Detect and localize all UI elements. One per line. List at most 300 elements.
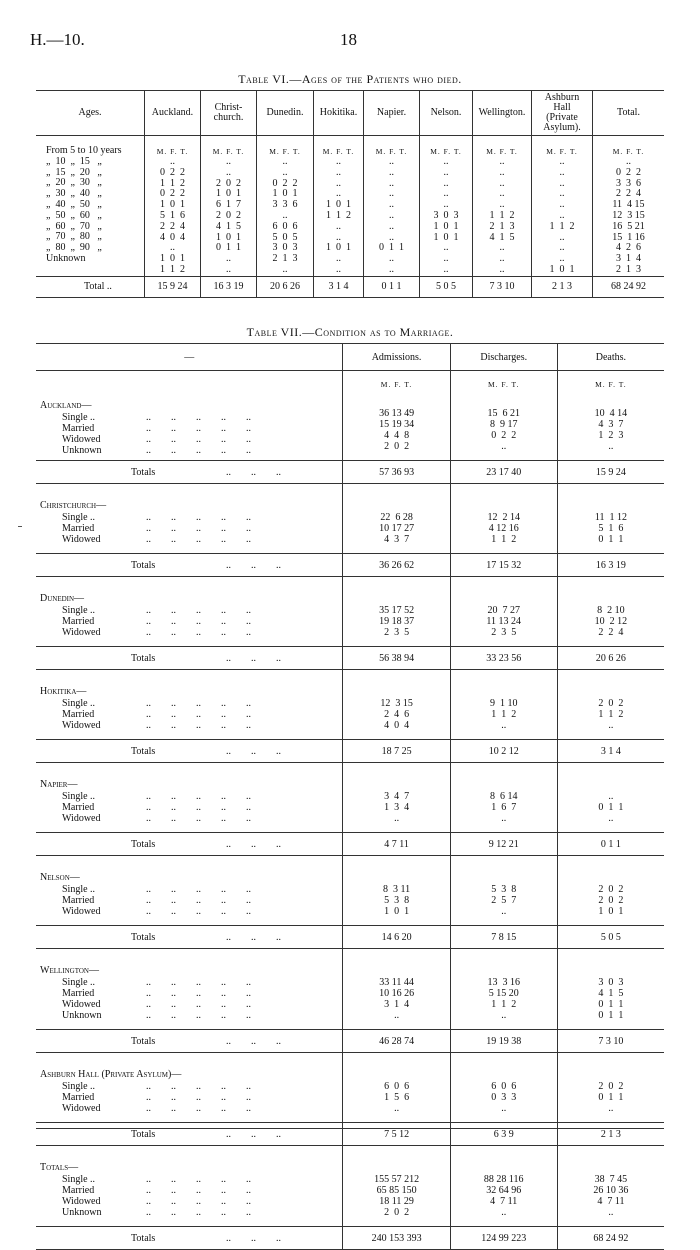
t7-cell: 1 2 3 bbox=[598, 430, 624, 441]
t6-cell: 2 1 3 bbox=[616, 263, 641, 275]
t6-cell: 1 1 2 bbox=[549, 220, 575, 232]
t7-cell: 8 2 10 bbox=[597, 605, 625, 616]
t6-mft-subheader: M. F. T. bbox=[430, 147, 462, 156]
t7-cell: 2 3 5 bbox=[491, 627, 517, 638]
t6-cell: .. bbox=[443, 188, 449, 200]
t7-totals-cell: 14 6 20 bbox=[343, 926, 450, 949]
t7-row-label-text: Unknown bbox=[62, 445, 102, 456]
t7-totals-cell: 4 7 11 bbox=[343, 833, 450, 856]
t7-row-label-text: Married bbox=[62, 895, 95, 906]
t7-leader-dots: .. .. .. .. .. bbox=[146, 445, 251, 456]
table7-body bbox=[36, 371, 664, 1250]
t7-gap-cell bbox=[343, 484, 450, 501]
t7-totals-row bbox=[36, 740, 664, 763]
t7-row-label bbox=[36, 616, 342, 627]
t7-cell: .. bbox=[608, 813, 614, 824]
t7-cell: 8 3 11 bbox=[382, 884, 411, 895]
t7-cell: .. bbox=[608, 791, 614, 802]
t6-col-ashburn-hall: Ashburn Hall (Private Asylum). bbox=[532, 91, 593, 136]
t6-total-total: 68 24 92 bbox=[593, 276, 665, 297]
t7-cell: 33 11 44 bbox=[379, 977, 414, 988]
t7-spacer bbox=[451, 779, 557, 791]
t7-cell: .. bbox=[608, 441, 614, 452]
t7-totals-cell: 124 99 223 bbox=[450, 1227, 557, 1250]
t7-spacer bbox=[343, 1069, 449, 1081]
t7-row-label-text: Married bbox=[62, 616, 95, 627]
t7-cell: 2 2 4 bbox=[598, 627, 624, 638]
t6-age-row: „ 40 „ 50 „ bbox=[46, 198, 102, 210]
t7-spacer bbox=[451, 686, 557, 698]
t6-cell: 0 1 1 bbox=[216, 242, 241, 254]
t7-spacer bbox=[558, 593, 664, 605]
t7-adm-cells bbox=[343, 396, 450, 461]
t7-cell: .. bbox=[501, 1207, 507, 1218]
t6-age-row: „ 50 „ 60 „ bbox=[46, 209, 102, 221]
t7-adm-cells bbox=[343, 965, 450, 1030]
t7-cell: 2 4 6 bbox=[384, 709, 410, 720]
t7-totals-row bbox=[36, 554, 664, 577]
t7-row-label-text: Married bbox=[62, 523, 95, 534]
t6-nelson-cells bbox=[420, 136, 473, 277]
t7-group-block bbox=[36, 779, 664, 833]
t7-totals-label bbox=[36, 833, 343, 856]
t7-cell: 5 1 6 bbox=[598, 523, 624, 534]
t6-total-wellington: 7 3 10 bbox=[473, 276, 532, 297]
t6-col-napier: Napier. bbox=[364, 91, 420, 136]
t6-cell: 1 0 1 bbox=[216, 231, 241, 243]
t7-row-label bbox=[36, 988, 342, 999]
t7-dea-cells bbox=[557, 1162, 664, 1227]
t7-group-name: Auckland— bbox=[40, 400, 92, 411]
t6-mft-subheader: M. F. T. bbox=[546, 147, 578, 156]
t7-cell: 35 17 52 bbox=[379, 605, 415, 616]
t7-leader-dots: .. .. .. .. .. bbox=[146, 1174, 251, 1185]
t6-cell: .. bbox=[559, 166, 565, 178]
t7-row-label bbox=[36, 1103, 342, 1114]
t7-row-label-text: Single .. bbox=[62, 1081, 96, 1092]
t6-cell: .. bbox=[336, 156, 341, 167]
t6-cell: 4 2 6 bbox=[616, 242, 641, 254]
t7-totals-label bbox=[36, 461, 343, 484]
t7-row-label bbox=[36, 1174, 342, 1185]
t6-cell: 1 0 1 bbox=[160, 199, 185, 211]
t6-cell: .. bbox=[336, 188, 341, 200]
t7-leader-dots: .. .. .. bbox=[226, 652, 281, 664]
page-header bbox=[0, 30, 700, 54]
t6-total-cells bbox=[593, 136, 665, 277]
t6-cell: .. bbox=[336, 253, 341, 265]
t7-gap-cell bbox=[450, 1053, 557, 1070]
t7-cell: .. bbox=[501, 441, 507, 452]
t7-cell: 5 15 20 bbox=[488, 988, 519, 999]
t7-leader-dots: .. .. .. .. .. bbox=[146, 423, 251, 434]
t7-group-name: Christchurch— bbox=[40, 500, 107, 511]
t6-col-nelson: Nelson. bbox=[420, 91, 473, 136]
t7-row-label-text: Married bbox=[62, 988, 95, 999]
t7-totals-text: Totals bbox=[131, 931, 156, 943]
t6-cell: .. bbox=[282, 166, 288, 178]
t7-spacer bbox=[343, 779, 449, 791]
t7-leader-dots: .. .. .. bbox=[226, 931, 281, 943]
t6-mft-subheader: M. F. T. bbox=[612, 147, 645, 156]
t7-cell: .. bbox=[394, 1010, 400, 1021]
t7-totals-label bbox=[36, 1227, 343, 1250]
t7-dea-cells bbox=[557, 396, 664, 461]
t6-cell: 0 2 2 bbox=[272, 177, 298, 189]
t7-totals-row bbox=[36, 1030, 664, 1053]
t7-totals-cell: 68 24 92 bbox=[557, 1227, 664, 1250]
t7-cell: .. bbox=[501, 1010, 507, 1021]
t6-total-auckland: 15 9 24 bbox=[145, 276, 201, 297]
t6-hokitika-cells bbox=[314, 136, 364, 277]
t6-cell: .. bbox=[443, 242, 449, 254]
table6-header-row bbox=[36, 91, 664, 136]
t6-wellington-cells bbox=[473, 136, 532, 277]
t7-dea-cells bbox=[557, 686, 664, 740]
t7-group-block bbox=[36, 965, 664, 1030]
t7-row-label-text: Single .. bbox=[62, 884, 96, 895]
t7-spacer bbox=[558, 1069, 664, 1081]
t7-row-label-text: Single .. bbox=[62, 512, 96, 523]
t7-row-label-text: Single .. bbox=[62, 698, 96, 709]
t7-leader-dots: .. .. .. bbox=[226, 1128, 281, 1140]
t6-age-row: „ 80 „ 90 „ bbox=[46, 242, 102, 254]
t7-row-label bbox=[36, 1081, 342, 1092]
t7-gap-cell bbox=[36, 577, 343, 594]
t7-leader-dots: .. .. .. .. .. bbox=[146, 895, 251, 906]
stray-mark bbox=[18, 526, 22, 527]
t7-adm-cells bbox=[343, 500, 450, 554]
t7-row-label bbox=[36, 1092, 342, 1103]
t6-christchurch-cells bbox=[201, 136, 257, 277]
t7-leader-dots: .. .. .. .. .. bbox=[146, 1185, 251, 1196]
t7-leader-dots: .. .. .. bbox=[226, 1232, 281, 1244]
t6-cell: 2 0 2 bbox=[216, 177, 241, 189]
t7-row-label bbox=[36, 791, 342, 802]
t7-cell: 8 9 17 bbox=[489, 419, 518, 430]
t7-leader-dots: .. .. .. .. .. bbox=[146, 1081, 251, 1092]
t7-cell: .. bbox=[501, 1103, 507, 1114]
t7-gap-cell bbox=[557, 856, 664, 873]
t7-cell: 13 3 16 bbox=[487, 977, 520, 988]
t7-cell: 2 5 7 bbox=[491, 895, 517, 906]
t6-mft-subheader: M. F. T. bbox=[486, 147, 518, 156]
t7-dea-cells bbox=[557, 1069, 664, 1123]
t7-cell: 8 6 14 bbox=[489, 791, 518, 802]
t7-gap-cell bbox=[36, 949, 343, 966]
t6-col-christchurch: Christ- church. bbox=[201, 91, 257, 136]
t7-gap-cell bbox=[343, 1053, 450, 1070]
t6-cell: .. bbox=[443, 177, 449, 189]
t7-row-label-text: Widowed bbox=[62, 813, 101, 824]
t6-cell: .. bbox=[499, 166, 505, 178]
t7-cell: .. bbox=[394, 1103, 400, 1114]
t7-cell: 3 4 7 bbox=[384, 791, 410, 802]
t7-row-label-text: Widowed bbox=[62, 434, 101, 445]
t7-adm-cells bbox=[343, 872, 450, 926]
t7-totals-cell: 23 17 40 bbox=[450, 461, 557, 484]
t7-dis-cells bbox=[450, 396, 557, 461]
t6-cell: .. bbox=[336, 231, 341, 243]
t7-cell: 3 0 3 bbox=[598, 977, 624, 988]
t7-cell: 38 7 45 bbox=[594, 1174, 628, 1185]
t6-cell: 0 2 2 bbox=[160, 166, 185, 178]
table6-total-row bbox=[36, 276, 664, 297]
t7-group-name: Nelson— bbox=[40, 872, 80, 883]
t6-cell: .. bbox=[389, 263, 394, 275]
t6-cell: .. bbox=[559, 177, 565, 189]
t7-gap-cell bbox=[343, 856, 450, 873]
t6-cell: .. bbox=[559, 199, 565, 211]
t6-mft-subheader: M. F. T. bbox=[322, 147, 355, 156]
t7-group-labels bbox=[36, 1069, 343, 1123]
t6-cell: 2 1 3 bbox=[272, 253, 298, 265]
t6-cell: .. bbox=[443, 199, 449, 211]
t7-cell: 6 0 6 bbox=[491, 1081, 517, 1092]
t7-totals-label bbox=[36, 647, 343, 670]
t7-gap-cell bbox=[343, 763, 450, 780]
t7-spacer bbox=[451, 396, 557, 408]
t7-col-blank: — bbox=[36, 344, 343, 371]
t6-cell: .. bbox=[559, 231, 565, 243]
t6-cell: 1 0 1 bbox=[326, 242, 351, 254]
t7-group-labels bbox=[36, 872, 343, 926]
t7-gap-row bbox=[36, 856, 664, 873]
t7-cell: 1 1 2 bbox=[491, 999, 517, 1010]
t6-cell: 0 1 1 bbox=[379, 242, 404, 254]
t7-cell: 10 17 27 bbox=[379, 523, 415, 534]
t7-row-label bbox=[36, 977, 342, 988]
t6-age-row: From 5 to 10 years bbox=[46, 145, 122, 156]
t6-cell: 4 1 5 bbox=[489, 231, 515, 243]
t7-totals-label bbox=[36, 1030, 343, 1053]
t7-dis-cells bbox=[450, 1069, 557, 1123]
t6-age-row: „ 30 „ 40 „ bbox=[46, 188, 102, 200]
t7-mft-cell bbox=[557, 371, 664, 397]
t7-mft-row bbox=[36, 371, 664, 397]
t7-totals-text: Totals bbox=[131, 466, 156, 478]
t6-auckland-cells bbox=[145, 136, 201, 277]
t7-leader-dots: .. .. .. .. .. bbox=[146, 1196, 251, 1207]
t7-spacer bbox=[558, 1162, 664, 1174]
t7-gap-cell bbox=[557, 1053, 664, 1070]
t7-leader-dots: .. .. .. .. .. bbox=[146, 412, 251, 423]
t6-cell: 5 0 5 bbox=[272, 231, 298, 243]
t6-cell: 3 3 6 bbox=[272, 199, 298, 211]
t7-row-label-text: Single .. bbox=[62, 412, 96, 423]
t6-cell: .. bbox=[282, 156, 288, 167]
t7-row-label bbox=[36, 605, 342, 616]
t6-cell: .. bbox=[389, 166, 394, 178]
t7-cell: 15 6 21 bbox=[487, 408, 520, 419]
t6-cell: 12 3 15 bbox=[612, 209, 645, 221]
t7-cell: 4 7 11 bbox=[490, 1196, 518, 1207]
t7-row-label bbox=[36, 512, 342, 523]
t7-totals-row bbox=[36, 647, 664, 670]
t7-cell: 4 3 7 bbox=[598, 419, 624, 430]
t7-leader-dots: .. .. .. .. .. bbox=[146, 791, 251, 802]
t7-totals-cell: 10 2 12 bbox=[450, 740, 557, 763]
t7-cell: 2 3 5 bbox=[384, 627, 410, 638]
t7-dis-cells bbox=[450, 1162, 557, 1227]
t7-row-label bbox=[36, 906, 342, 917]
t6-age-row: „ 15 „ 20 „ bbox=[46, 166, 102, 178]
t7-col-discharges: Discharges. bbox=[450, 344, 557, 371]
t6-age-row: „ 10 „ 15 „ bbox=[46, 155, 102, 167]
t7-spacer bbox=[343, 396, 449, 408]
t7-cell: 1 0 1 bbox=[384, 906, 410, 917]
t7-cell: 4 4 8 bbox=[384, 430, 410, 441]
t7-leader-dots: .. .. .. .. .. bbox=[146, 988, 251, 999]
t7-cell: .. bbox=[608, 1103, 614, 1114]
table7-header-row bbox=[36, 344, 664, 371]
t6-cell: 2 1 3 bbox=[489, 220, 515, 232]
t6-cell: .. bbox=[282, 209, 288, 221]
t7-cell: 2 0 2 bbox=[384, 441, 410, 452]
t7-gap-cell bbox=[343, 670, 450, 687]
t7-cell: 0 1 1 bbox=[598, 1010, 624, 1021]
t7-cell: 11 1 12 bbox=[594, 512, 627, 523]
t7-leader-dots: .. .. .. .. .. bbox=[146, 605, 251, 616]
t7-spacer bbox=[451, 965, 557, 977]
t7-spacer bbox=[343, 686, 449, 698]
t6-cell: .. bbox=[170, 242, 175, 254]
t6-cell: 3 0 3 bbox=[272, 242, 298, 254]
t6-cell: .. bbox=[282, 263, 288, 275]
report-code: H.—10. bbox=[30, 30, 85, 49]
t6-total-christchurch: 16 3 19 bbox=[201, 276, 257, 297]
t7-group-labels bbox=[36, 396, 343, 461]
t7-totals-cell: 6 3 9 bbox=[450, 1123, 557, 1146]
t6-cell: 1 0 1 bbox=[160, 253, 185, 265]
t7-spacer bbox=[558, 965, 664, 977]
t6-total-napier: 0 1 1 bbox=[364, 276, 420, 297]
t6-cell: .. bbox=[443, 253, 449, 265]
t7-cell: 4 3 7 bbox=[384, 534, 410, 545]
t7-cell: 1 1 2 bbox=[491, 534, 517, 545]
t6-cell: 15 1 16 bbox=[612, 231, 645, 243]
t7-cell: 5 3 8 bbox=[384, 895, 410, 906]
t6-cell: .. bbox=[499, 242, 505, 254]
t7-gap-cell bbox=[557, 577, 664, 594]
t7-spacer bbox=[451, 1162, 557, 1174]
t6-mft-subheader: M. F. T. bbox=[212, 147, 245, 156]
t7-group-block bbox=[36, 500, 664, 554]
t7-cell: 18 11 29 bbox=[379, 1196, 414, 1207]
t7-row-label-text: Unknown bbox=[62, 1010, 102, 1021]
t7-leader-dots: .. .. .. bbox=[226, 745, 281, 757]
t7-totals-text: Totals bbox=[131, 1232, 156, 1244]
t6-cell: .. bbox=[389, 199, 394, 211]
t7-row-label-text: Married bbox=[62, 1185, 95, 1196]
t7-totals-row bbox=[36, 926, 664, 949]
t7-dis-cells bbox=[450, 500, 557, 554]
t7-cell: 22 6 28 bbox=[380, 512, 413, 523]
t7-totals-row bbox=[36, 461, 664, 484]
t6-cell: 2 2 4 bbox=[616, 188, 641, 200]
t7-row-label-text: Married bbox=[62, 1092, 95, 1103]
t7-dea-cells bbox=[557, 593, 664, 647]
t6-cell: .. bbox=[499, 188, 505, 200]
t7-leader-dots: .. .. .. bbox=[226, 466, 281, 478]
t6-cell: .. bbox=[499, 177, 505, 189]
t7-gap-row bbox=[36, 484, 664, 501]
t6-cell: .. bbox=[389, 209, 394, 221]
t6-col-total: Total. bbox=[593, 91, 665, 136]
t6-cell: .. bbox=[443, 166, 449, 178]
t7-gap-cell bbox=[450, 577, 557, 594]
t7-gap-cell bbox=[450, 1146, 557, 1163]
t6-mft-subheader: M. F. T. bbox=[156, 147, 189, 156]
t7-row-label bbox=[36, 1010, 342, 1021]
t7-spacer bbox=[343, 965, 449, 977]
t7-gap-row bbox=[36, 1053, 664, 1070]
t7-row-label-text: Widowed bbox=[62, 627, 101, 638]
t7-dis-cells bbox=[450, 872, 557, 926]
t7-cell: 10 2 12 bbox=[594, 616, 628, 627]
t7-leader-dots: .. .. .. .. .. bbox=[146, 813, 251, 824]
t7-cell: 10 16 26 bbox=[379, 988, 415, 999]
t6-col-hokitika: Hokitika. bbox=[314, 91, 364, 136]
t6-cell: 2 0 2 bbox=[216, 209, 241, 221]
t7-cell: .. bbox=[394, 813, 400, 824]
t7-cell: 0 1 1 bbox=[598, 999, 624, 1010]
t6-cell: .. bbox=[626, 156, 631, 167]
t7-cell: 6 0 6 bbox=[384, 1081, 410, 1092]
t7-totals-cell: 57 36 93 bbox=[343, 461, 450, 484]
t7-group-block bbox=[36, 396, 664, 461]
t7-mft-cell bbox=[450, 371, 557, 397]
t7-adm-cells bbox=[343, 779, 450, 833]
t7-row-label bbox=[36, 534, 342, 545]
t7-gap-row bbox=[36, 763, 664, 780]
t7-cell: 1 5 6 bbox=[384, 1092, 410, 1103]
t7-cell: 0 1 1 bbox=[598, 534, 624, 545]
t7-row-label bbox=[36, 720, 342, 731]
t7-totals-cell: 18 7 25 bbox=[343, 740, 450, 763]
t7-cell: 4 1 5 bbox=[598, 988, 624, 999]
t7-totals-cell: 17 15 32 bbox=[450, 554, 557, 577]
t7-col-deaths: Deaths. bbox=[557, 344, 664, 371]
t6-napier-cells bbox=[364, 136, 420, 277]
t7-cell: 36 13 49 bbox=[379, 408, 415, 419]
t6-cell: 1 1 2 bbox=[489, 209, 515, 221]
t7-spacer bbox=[451, 593, 557, 605]
t7-cell: 65 85 150 bbox=[376, 1185, 417, 1196]
t6-cell: .. bbox=[389, 156, 394, 167]
t7-gap-cell bbox=[36, 1053, 343, 1070]
t7-row-label bbox=[36, 434, 342, 445]
t6-cell: .. bbox=[336, 166, 341, 178]
t7-group-labels bbox=[36, 779, 343, 833]
page-number: 18 bbox=[340, 30, 357, 49]
t7-group-name: Ashburn Hall (Private Asylum)— bbox=[40, 1069, 182, 1080]
bottom-rule bbox=[36, 1128, 664, 1129]
t6-cell: 1 0 1 bbox=[549, 263, 575, 275]
t7-group-name: Hokitika— bbox=[40, 686, 87, 697]
t7-leader-dots: .. .. .. bbox=[226, 1035, 281, 1047]
t7-gap-cell bbox=[36, 856, 343, 873]
t6-cell: .. bbox=[226, 263, 231, 275]
t7-spacer bbox=[343, 872, 449, 884]
t7-leader-dots: .. .. .. bbox=[226, 838, 281, 850]
table6-caption: Table VI.—Ages of the Patients who died. bbox=[238, 72, 462, 86]
t7-cell: 32 64 96 bbox=[486, 1185, 522, 1196]
t7-leader-dots: .. .. .. .. .. bbox=[146, 802, 251, 813]
t6-cell: 1 1 2 bbox=[326, 209, 351, 221]
t7-totals-text: Totals bbox=[131, 1128, 156, 1140]
t7-spacer bbox=[558, 500, 664, 512]
